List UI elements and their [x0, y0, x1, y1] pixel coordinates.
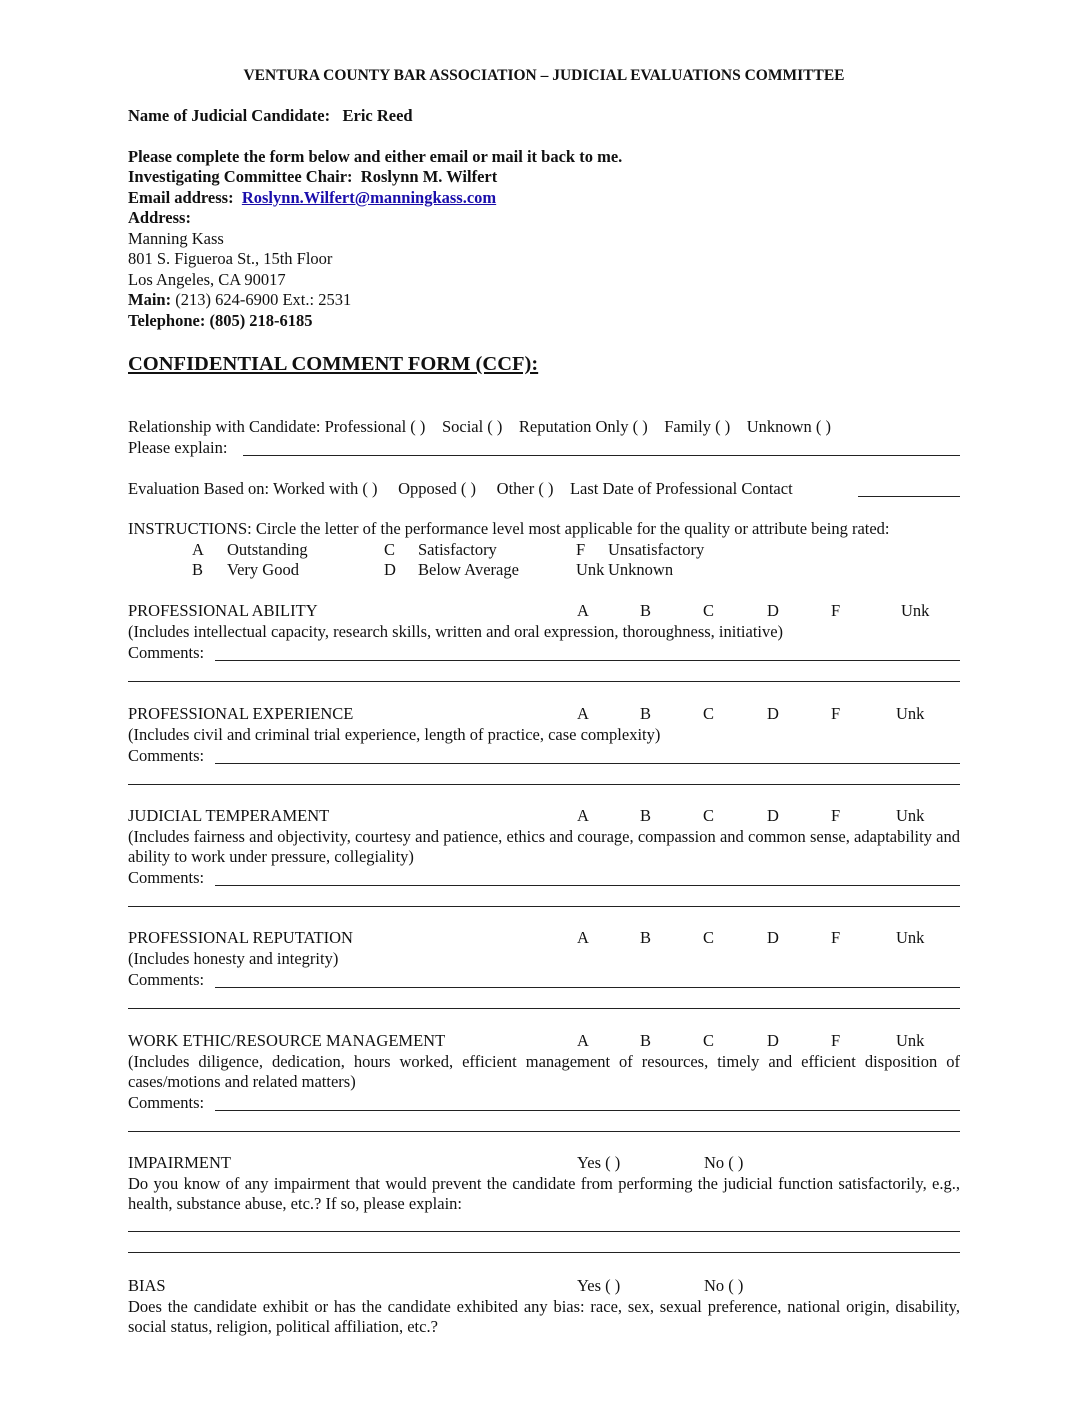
email-line [128, 188, 496, 208]
comments-field-1[interactable] [215, 987, 960, 988]
legend-label-c: Satisfactory [418, 540, 497, 559]
main-label: Main: [128, 290, 172, 309]
candidate-line [128, 106, 413, 126]
rating-option-a[interactable]: A [577, 601, 589, 620]
section-description: (Includes intellectual capacity, research skills, written and oral expression, thoroughness, initiative) [128, 622, 784, 641]
section-title: PROFESSIONAL ABILITY [128, 601, 318, 620]
rating-option-b[interactable]: B [640, 928, 652, 947]
impairment-no[interactable]: No ( ) [704, 1153, 744, 1172]
rating-option-c[interactable]: C [703, 928, 715, 947]
chair-label: Investigating Committee Chair: [128, 167, 353, 186]
impairment-explain-field-1[interactable] [128, 1231, 960, 1232]
section-description: (Includes honesty and integrity) [128, 949, 339, 968]
legend-code-d: D [384, 560, 396, 579]
rating-option-b[interactable]: B [640, 806, 652, 825]
rating-option-f[interactable]: F [831, 928, 841, 947]
relationship-professional[interactable]: Professional ( ) [324, 417, 426, 436]
rating-option-b[interactable]: B [640, 1031, 652, 1050]
rating-option-a[interactable]: A [577, 806, 589, 825]
rating-option-f[interactable]: F [831, 1031, 841, 1050]
main-phone-line [128, 290, 351, 310]
impairment-description: Do you know of any impairment that would prevent the candidate from performing the judicial function satisfactorily, e.g., health, substance abuse, etc.? If so, please explain: [128, 1174, 960, 1213]
section-title: WORK ETHIC/RESOURCE MANAGEMENT [128, 1031, 446, 1050]
comments-field-1[interactable] [215, 660, 960, 661]
section-description: (Includes civil and criminal trial experience, length of practice, case complexity) [128, 725, 661, 744]
legend-code-unk: Unk [576, 560, 605, 579]
evaluation-opposed[interactable]: Opposed ( ) [398, 479, 477, 498]
relationship-reputation-only[interactable]: Reputation Only ( ) [518, 417, 648, 436]
address-label: Address: [128, 208, 191, 227]
rating-option-b[interactable]: B [640, 704, 652, 723]
comments-field-2[interactable] [128, 784, 960, 785]
relationship-social[interactable]: Social ( ) [441, 417, 503, 436]
rating-option-d[interactable]: D [767, 704, 779, 723]
legend-label-d: Below Average [418, 560, 519, 579]
section-description: (Includes fairness and objectivity, courtesy and patience, ethics and courage, compassion and common sense, adaptability and ability to work under pressure, collegiality) [128, 827, 960, 866]
rating-option-c[interactable]: C [703, 806, 715, 825]
comments-field-1[interactable] [215, 1110, 960, 1111]
telephone-line: Telephone: (805) 218-6185 [128, 311, 313, 330]
comments-field-2[interactable] [128, 681, 960, 682]
rating-option-c[interactable]: C [703, 704, 715, 723]
impairment-yes[interactable]: Yes ( ) [577, 1153, 621, 1172]
rating-option-c[interactable]: C [703, 1031, 715, 1050]
evaluation-line [128, 479, 793, 499]
comments-label: Comments: [128, 745, 205, 765]
main-value: (213) 624-6900 Ext.: 2531 [175, 290, 352, 309]
impairment-title: IMPAIRMENT [128, 1153, 231, 1172]
comments-label: Comments: [128, 1093, 205, 1112]
rating-option-f[interactable]: F [831, 601, 841, 620]
section-title: PROFESSIONAL REPUTATION [128, 928, 353, 947]
comments-field-1[interactable] [215, 763, 960, 764]
impairment-explain-field-2[interactable] [128, 1252, 960, 1253]
comments-field-2[interactable] [128, 906, 960, 907]
relationship-line [128, 417, 831, 437]
instructions-line: Please complete the form below and either email or mail it back to me. [128, 147, 623, 166]
document-title: VENTURA COUNTY BAR ASSOCIATION – JUDICIAL EVALUATIONS COMMITTEE [243, 67, 845, 84]
legend-label-b: Very Good [227, 560, 299, 579]
rating-option-unk[interactable]: Unk [901, 601, 930, 620]
legend-label-a: Outstanding [227, 540, 308, 559]
address-line-2: 801 S. Figueroa St., 15th Floor [128, 249, 333, 268]
legend-code-c: C [384, 540, 396, 559]
legend-code-f: F [576, 540, 586, 559]
bias-no[interactable]: No ( ) [704, 1276, 744, 1295]
rating-option-unk[interactable]: Unk [896, 806, 925, 825]
rating-option-unk[interactable]: Unk [896, 928, 925, 947]
evaluation-worked-with[interactable]: Worked with ( ) [272, 479, 378, 498]
legend-code-a: A [192, 540, 204, 559]
bias-title: BIAS [128, 1276, 166, 1295]
legend-label-f: Unsatisfactory [608, 540, 705, 559]
comments-label: Comments: [128, 868, 205, 887]
explain-label: Please explain: [128, 438, 228, 457]
section-title: JUDICIAL TEMPERAMENT [128, 806, 330, 825]
rating-option-d[interactable]: D [767, 806, 779, 825]
comments-field-1[interactable] [215, 885, 960, 886]
bias-description: Does the candidate exhibit or has the candidate exhibited any bias: race, sex, sexual preference, national origin, disability, social status, religion, political affiliation, etc.? [128, 1297, 960, 1336]
rating-option-d[interactable]: D [767, 601, 779, 620]
candidate-label: Name of Judicial Candidate: [128, 106, 331, 125]
evaluation-other[interactable]: Other ( ) [496, 479, 554, 498]
relationship-unknown[interactable]: Unknown ( ) [746, 417, 832, 436]
legend-code-b: B [192, 560, 204, 579]
comments-label: Comments: [128, 969, 205, 989]
relationship-label: Relationship with Candidate: [128, 417, 321, 436]
section-title: PROFESSIONAL EXPERIENCE [128, 704, 354, 723]
rating-option-a[interactable]: A [577, 704, 589, 723]
email-link[interactable]: Roslynn.Wilfert@manningkass.com [241, 188, 497, 207]
last-contact-field[interactable] [858, 496, 960, 497]
instructions-text: INSTRUCTIONS: Circle the letter of the performance level most applicable for the quality or attribute being rated: [128, 519, 890, 538]
email-label: Email address: [128, 188, 234, 207]
form-title: CONFIDENTIAL COMMENT FORM (CCF): [128, 353, 539, 375]
legend-label-unk: Unknown [608, 560, 674, 579]
explain-field[interactable] [243, 455, 960, 456]
candidate-name: Eric Reed [342, 106, 413, 125]
rating-option-d[interactable]: D [767, 1031, 779, 1050]
section-description: (Includes diligence, dedication, hours worked, efficient management of resources, timely and efficient disposition of cases/motions and related matters) [128, 1052, 960, 1091]
rating-option-unk[interactable]: Unk [896, 704, 925, 723]
rating-option-b[interactable]: B [640, 601, 652, 620]
comments-label: Comments: [128, 642, 205, 662]
rating-option-f[interactable]: F [831, 704, 841, 723]
rating-option-d[interactable]: D [767, 928, 779, 947]
comments-field-2[interactable] [128, 1008, 960, 1009]
comments-field-2[interactable] [128, 1131, 960, 1132]
rating-option-f[interactable]: F [831, 806, 841, 825]
bias-yes[interactable]: Yes ( ) [577, 1276, 621, 1295]
address-line-3: Los Angeles, CA 90017 [128, 270, 286, 289]
chair-line [128, 167, 497, 187]
rating-option-a[interactable]: A [577, 1031, 589, 1050]
last-contact-label: Last Date of Professional Contact [569, 479, 793, 498]
evaluation-label: Evaluation Based on: [128, 479, 270, 498]
relationship-family[interactable]: Family ( ) [664, 417, 731, 436]
rating-option-a[interactable]: A [577, 928, 589, 947]
address-line-1: Manning Kass [128, 229, 224, 248]
rating-option-unk[interactable]: Unk [896, 1031, 925, 1050]
chair-name: Roslynn M. Wilfert [360, 167, 498, 186]
rating-option-c[interactable]: C [703, 601, 715, 620]
